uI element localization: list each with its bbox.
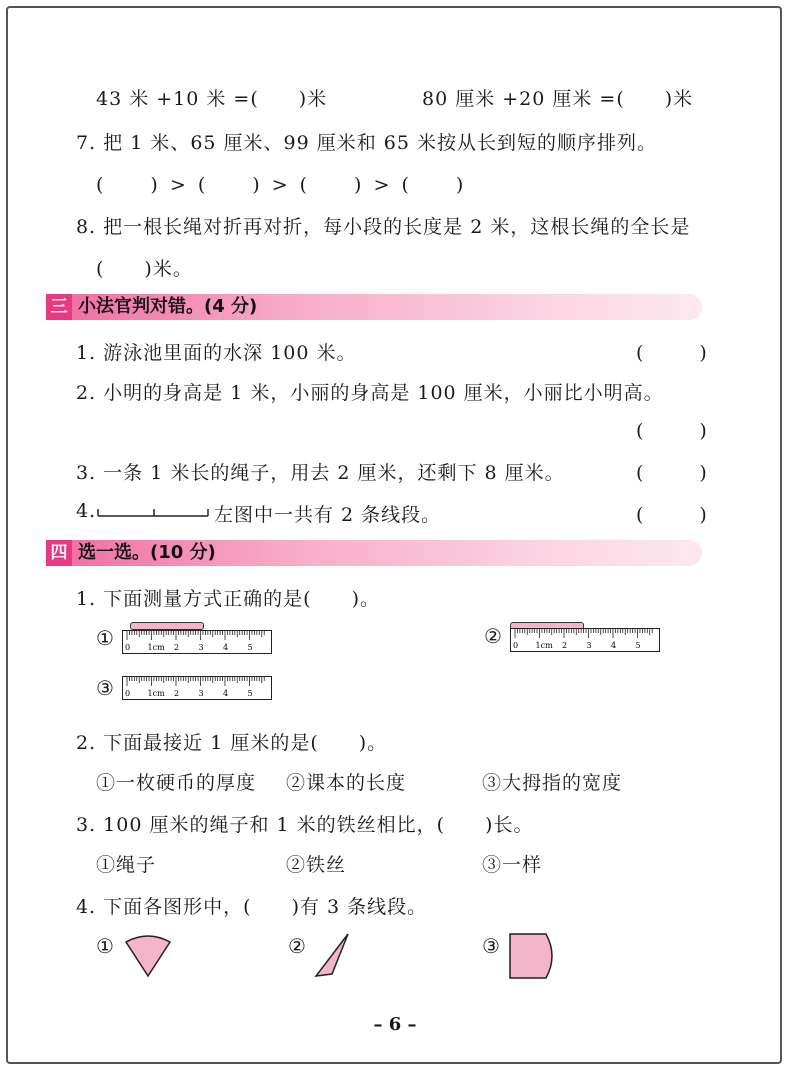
ruler-label: 0 [125, 689, 131, 698]
ruler-label: 5 [247, 689, 253, 698]
section-3-number: 三 [46, 294, 72, 320]
equation-meters: 43 米 +10 米 =( )米 [96, 88, 328, 110]
section-4-number: 四 [46, 540, 72, 566]
section-3-banner [46, 294, 702, 320]
ruler-label: 1cm [147, 643, 165, 652]
q3-option-2[interactable]: ②铁丝 [286, 854, 347, 876]
shape-option-1-marker[interactable]: ① [96, 934, 114, 958]
ruler-1 [122, 630, 272, 654]
ruler-label: 2 [174, 689, 180, 698]
section-3-title: 小法官判对错。(4 分) [78, 296, 258, 317]
ruler-label: 1cm [535, 641, 553, 650]
option-2-marker[interactable]: ② [484, 624, 502, 648]
ruler-label: 4 [223, 689, 229, 698]
ruler-label: 3 [198, 643, 204, 652]
sector-shape [122, 932, 174, 980]
judge-item-2: 2. 小明的身高是 1 米，小丽的身高是 100 厘米，小丽比小明高。 [76, 382, 664, 404]
object-strip-1 [130, 622, 204, 630]
ruler-label: 0 [125, 643, 131, 652]
q3-option-1[interactable]: ①绳子 [96, 854, 157, 876]
triangle-shape [312, 930, 352, 980]
choice-question-3: 3. 100 厘米的绳子和 1 米的铁丝相比，( )长。 [76, 814, 534, 836]
judge-item-2-blank[interactable]: ( ) [636, 420, 713, 442]
judge-item-1: 1. 游泳池里面的水深 100 米。 [76, 342, 357, 364]
ruler-label: 4 [223, 643, 229, 652]
option-3-marker[interactable]: ③ [96, 676, 114, 700]
section-4-title: 选一选。(10 分) [78, 542, 216, 563]
ruler-3 [122, 676, 272, 700]
ruler-label: 5 [247, 643, 253, 652]
q2-option-3[interactable]: ③大拇指的宽度 [482, 772, 623, 794]
equation-centimeters: 80 厘米 +20 厘米 =( )米 [422, 88, 694, 110]
question-7: 7. 把 1 米、65 厘米、99 厘米和 65 米按从长到短的顺序排列。 [76, 132, 658, 154]
ruler-label: 3 [586, 641, 592, 650]
ruler-label: 3 [198, 689, 204, 698]
judge-item-3-blank[interactable]: ( ) [636, 462, 713, 484]
choice-question-2: 2. 下面最接近 1 厘米的是( )。 [76, 732, 388, 754]
page-number: – 6 – [373, 1014, 417, 1035]
ruler-label: 5 [635, 641, 641, 650]
ruler-label: 2 [562, 641, 568, 650]
question-8: 8. 把一根长绳对折再对折，每小段的长度是 2 米，这根长绳的全长是 [76, 216, 691, 238]
ruler-label: 1cm [147, 689, 165, 698]
choice-question-1: 1. 下面测量方式正确的是( )。 [76, 588, 380, 610]
section-4-banner [46, 540, 702, 566]
shape-option-2-marker[interactable]: ② [288, 934, 306, 958]
ruler-label: 0 [513, 641, 519, 650]
q2-option-1[interactable]: ①一枚硬币的厚度 [96, 772, 257, 794]
judge-item-4: 左图中一共有 2 条线段。 [214, 504, 442, 526]
q2-option-2[interactable]: ②课本的长度 [286, 772, 407, 794]
judge-item-4-number: 4. [76, 500, 97, 522]
choice-question-4: 4. 下面各图形中，( )有 3 条线段。 [76, 896, 428, 918]
q3-option-3[interactable]: ③一样 [482, 854, 543, 876]
option-1-marker[interactable]: ① [96, 626, 114, 650]
judge-item-4-blank[interactable]: ( ) [636, 504, 713, 526]
ruler-2 [510, 628, 660, 652]
judge-item-3: 3. 一条 1 米长的绳子，用去 2 厘米，还剩下 8 厘米。 [76, 462, 565, 484]
shape-option-3-marker[interactable]: ③ [482, 934, 500, 958]
question-7-answer-blanks[interactable]: ( ) > ( ) > ( ) > ( ) [96, 174, 467, 196]
segment-figure [96, 500, 212, 522]
judge-item-1-blank[interactable]: ( ) [636, 342, 713, 364]
question-8-answer-blank[interactable]: ( )米。 [96, 258, 193, 280]
ruler-label: 2 [174, 643, 180, 652]
ruler-label: 4 [611, 641, 617, 650]
curved-quadrilateral-shape [506, 930, 558, 982]
